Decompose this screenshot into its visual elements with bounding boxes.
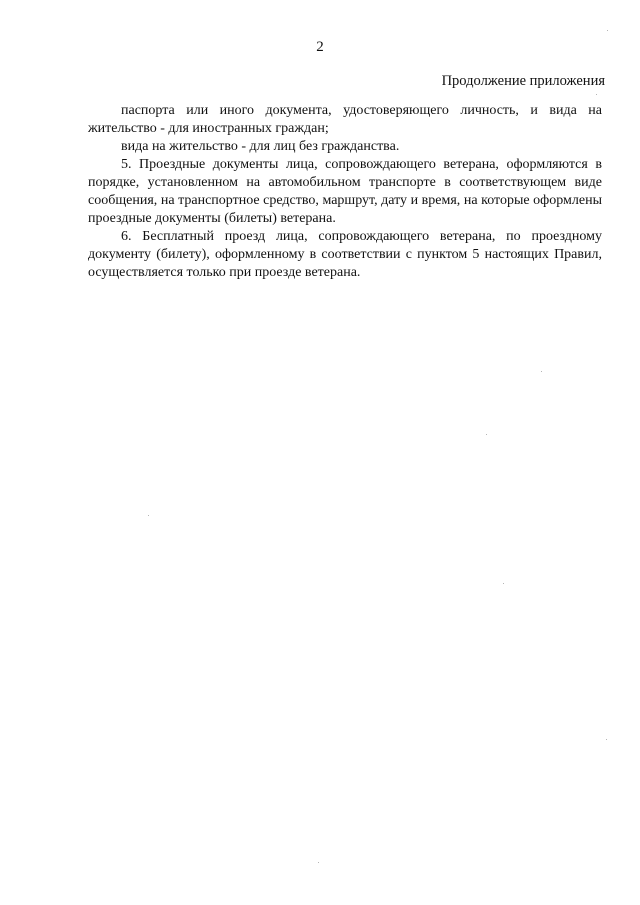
scan-speck — [318, 862, 319, 863]
continuation-label: Продолжение приложения — [441, 73, 605, 89]
scan-speck — [606, 739, 607, 740]
scan-speck — [486, 434, 487, 435]
scan-speck — [148, 515, 149, 516]
scan-speck — [607, 30, 608, 31]
scan-speck — [541, 371, 542, 372]
page-number: 2 — [316, 39, 324, 55]
scan-speck — [503, 583, 504, 584]
paragraph-item-5: 5. Проездные документы лица, сопровождающего ветерана, оформляются в порядке, установленном на автомобильном транспорте в соответствующем виде сообщения, на транспортное средство, маршрут, дату и время, на которые оформлены проездные документы (билеты) ветерана. — [88, 157, 602, 226]
paragraph-passport-foreigners: паспорта или иного документа, удостоверяющего личность, и вида на жительство - для иностранных граждан; — [88, 103, 602, 136]
scan-speck — [596, 94, 597, 95]
paragraph-residence-stateless: вида на жительство - для лиц без гражданства. — [121, 139, 400, 154]
document-body — [88, 102, 602, 282]
paragraph-item-6: 6. Бесплатный проезд лица, сопровождающего ветерана, по проездному документу (билету), оформленному в соответствии с пунктом 5 настоящих Правил, осуществляется только при проезде ветерана. — [88, 229, 602, 280]
